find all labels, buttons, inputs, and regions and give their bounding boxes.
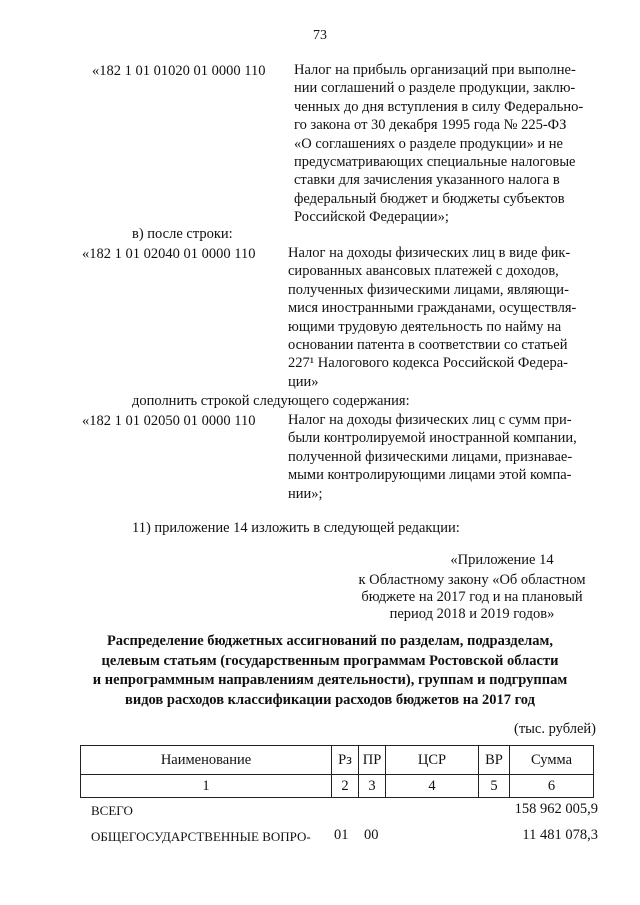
entry-line: предусматривающих специальные налоговые bbox=[294, 154, 576, 171]
column-number: 3 bbox=[359, 775, 386, 798]
entry-line: Налог на прибыль организаций при выполне- bbox=[294, 62, 576, 78]
entry-line: Налог на доходы физических лиц в виде фик- bbox=[288, 245, 571, 261]
row-general-rz: 01 bbox=[334, 827, 349, 843]
title-line: видов расходов классификации расходов бюджетов на 2017 год bbox=[125, 691, 535, 708]
entry-line: Российской Федерации»; bbox=[294, 209, 449, 226]
entry-line: ченных до дня вступления в силу Федерально- bbox=[294, 98, 584, 115]
table-header-row bbox=[81, 746, 594, 775]
column-number: 2 bbox=[332, 775, 359, 798]
entry-line: го закона от 30 декабря 1995 года № 225-ФЗ bbox=[294, 117, 567, 134]
entry-code-1: «182 1 01 01020 01 0000 110 bbox=[92, 63, 266, 79]
entry-line: основании патента в соответствии со статьей bbox=[288, 337, 568, 354]
entry-code-3: «182 1 01 02050 01 0000 110 bbox=[82, 413, 256, 429]
units-note: (тыс. рублей) bbox=[514, 721, 596, 737]
entry-description-1 bbox=[294, 61, 596, 227]
appendix-line: бюджете на 2017 год и на плановый bbox=[361, 589, 583, 605]
header-pr: ПР bbox=[359, 746, 386, 775]
entry-line: нии»; bbox=[288, 485, 323, 502]
column-number: 6 bbox=[510, 775, 594, 798]
instruction-appendix: 11) приложение 14 изложить в следующей редакции: bbox=[132, 520, 460, 536]
entry-line: нии соглашений о разделе продукции, заклю- bbox=[294, 80, 576, 97]
title-line: Распределение бюджетных ассигнований по разделам, подразделам, bbox=[106, 633, 554, 649]
row-general-sum: 11 481 078,3 bbox=[522, 827, 598, 843]
entry-line: 227¹ Налогового кодекса Российской Федера- bbox=[288, 355, 568, 372]
entry-line: ции» bbox=[288, 373, 319, 390]
entry-code-2: «182 1 01 02040 01 0000 110 bbox=[82, 246, 256, 262]
row-total-sum: 158 962 005,9 bbox=[514, 801, 598, 817]
entry-line: ставки для зачисления указанного налога в bbox=[294, 172, 560, 189]
row-total-name: ВСЕГО bbox=[91, 803, 133, 818]
column-number: 5 bbox=[479, 775, 510, 798]
appendix-line: период 2018 и 2019 годов» bbox=[389, 606, 555, 622]
entry-line: полученной физическими лицами, признавае- bbox=[288, 448, 573, 465]
column-number: 4 bbox=[386, 775, 479, 798]
document-title bbox=[60, 632, 600, 710]
header-name: Наименование bbox=[81, 746, 332, 775]
column-number: 1 bbox=[81, 775, 332, 798]
entry-line: сированных авансовых платежей с доходов, bbox=[288, 263, 559, 280]
entry-line: мися иностранными гражданами, осуществля- bbox=[288, 300, 577, 317]
instruction-add-line: дополнить строкой следующего содержания: bbox=[132, 393, 410, 409]
header-rz: Рз bbox=[332, 746, 359, 775]
entry-line: «О соглашениях о разделе продукции» и не bbox=[294, 135, 563, 152]
entry-description-3 bbox=[288, 411, 596, 503]
header-sum: Сумма bbox=[510, 746, 594, 775]
entry-line: федеральный бюджет и бюджеты субъектов bbox=[294, 190, 565, 207]
entry-line: мыми контролирующими лицами этой компа- bbox=[288, 467, 572, 484]
table-number-row bbox=[81, 775, 594, 798]
entry-line: ющими трудовую деятельность по найму на bbox=[288, 318, 562, 335]
budget-table-header bbox=[80, 745, 594, 798]
row-general-name: ОБЩЕГОСУДАРСТВЕННЫЕ ВОПРО- bbox=[91, 829, 311, 844]
title-line: целевым статьям (государственным программам Ростовской области bbox=[101, 652, 559, 669]
appendix-label: «Приложение 14 bbox=[450, 552, 554, 568]
entry-line: полученных физическими лицами, являющи- bbox=[288, 281, 569, 298]
appendix-caption bbox=[350, 572, 594, 623]
page-number: 73 bbox=[313, 28, 327, 43]
title-line: и непрограммным направлениям деятельности), группам и подгруппам bbox=[92, 672, 568, 688]
appendix-line: к Областному закону «Об областном bbox=[358, 572, 586, 588]
row-general-pr: 00 bbox=[364, 827, 379, 843]
entry-line: Налог на доходы физических лиц с сумм при- bbox=[288, 412, 572, 428]
instruction-after-line: в) после строки: bbox=[132, 226, 233, 242]
entry-description-2 bbox=[288, 244, 596, 391]
header-vr: ВР bbox=[479, 746, 510, 775]
entry-line: были контролируемой иностранной компании, bbox=[288, 430, 577, 447]
header-csr: ЦСР bbox=[386, 746, 479, 775]
